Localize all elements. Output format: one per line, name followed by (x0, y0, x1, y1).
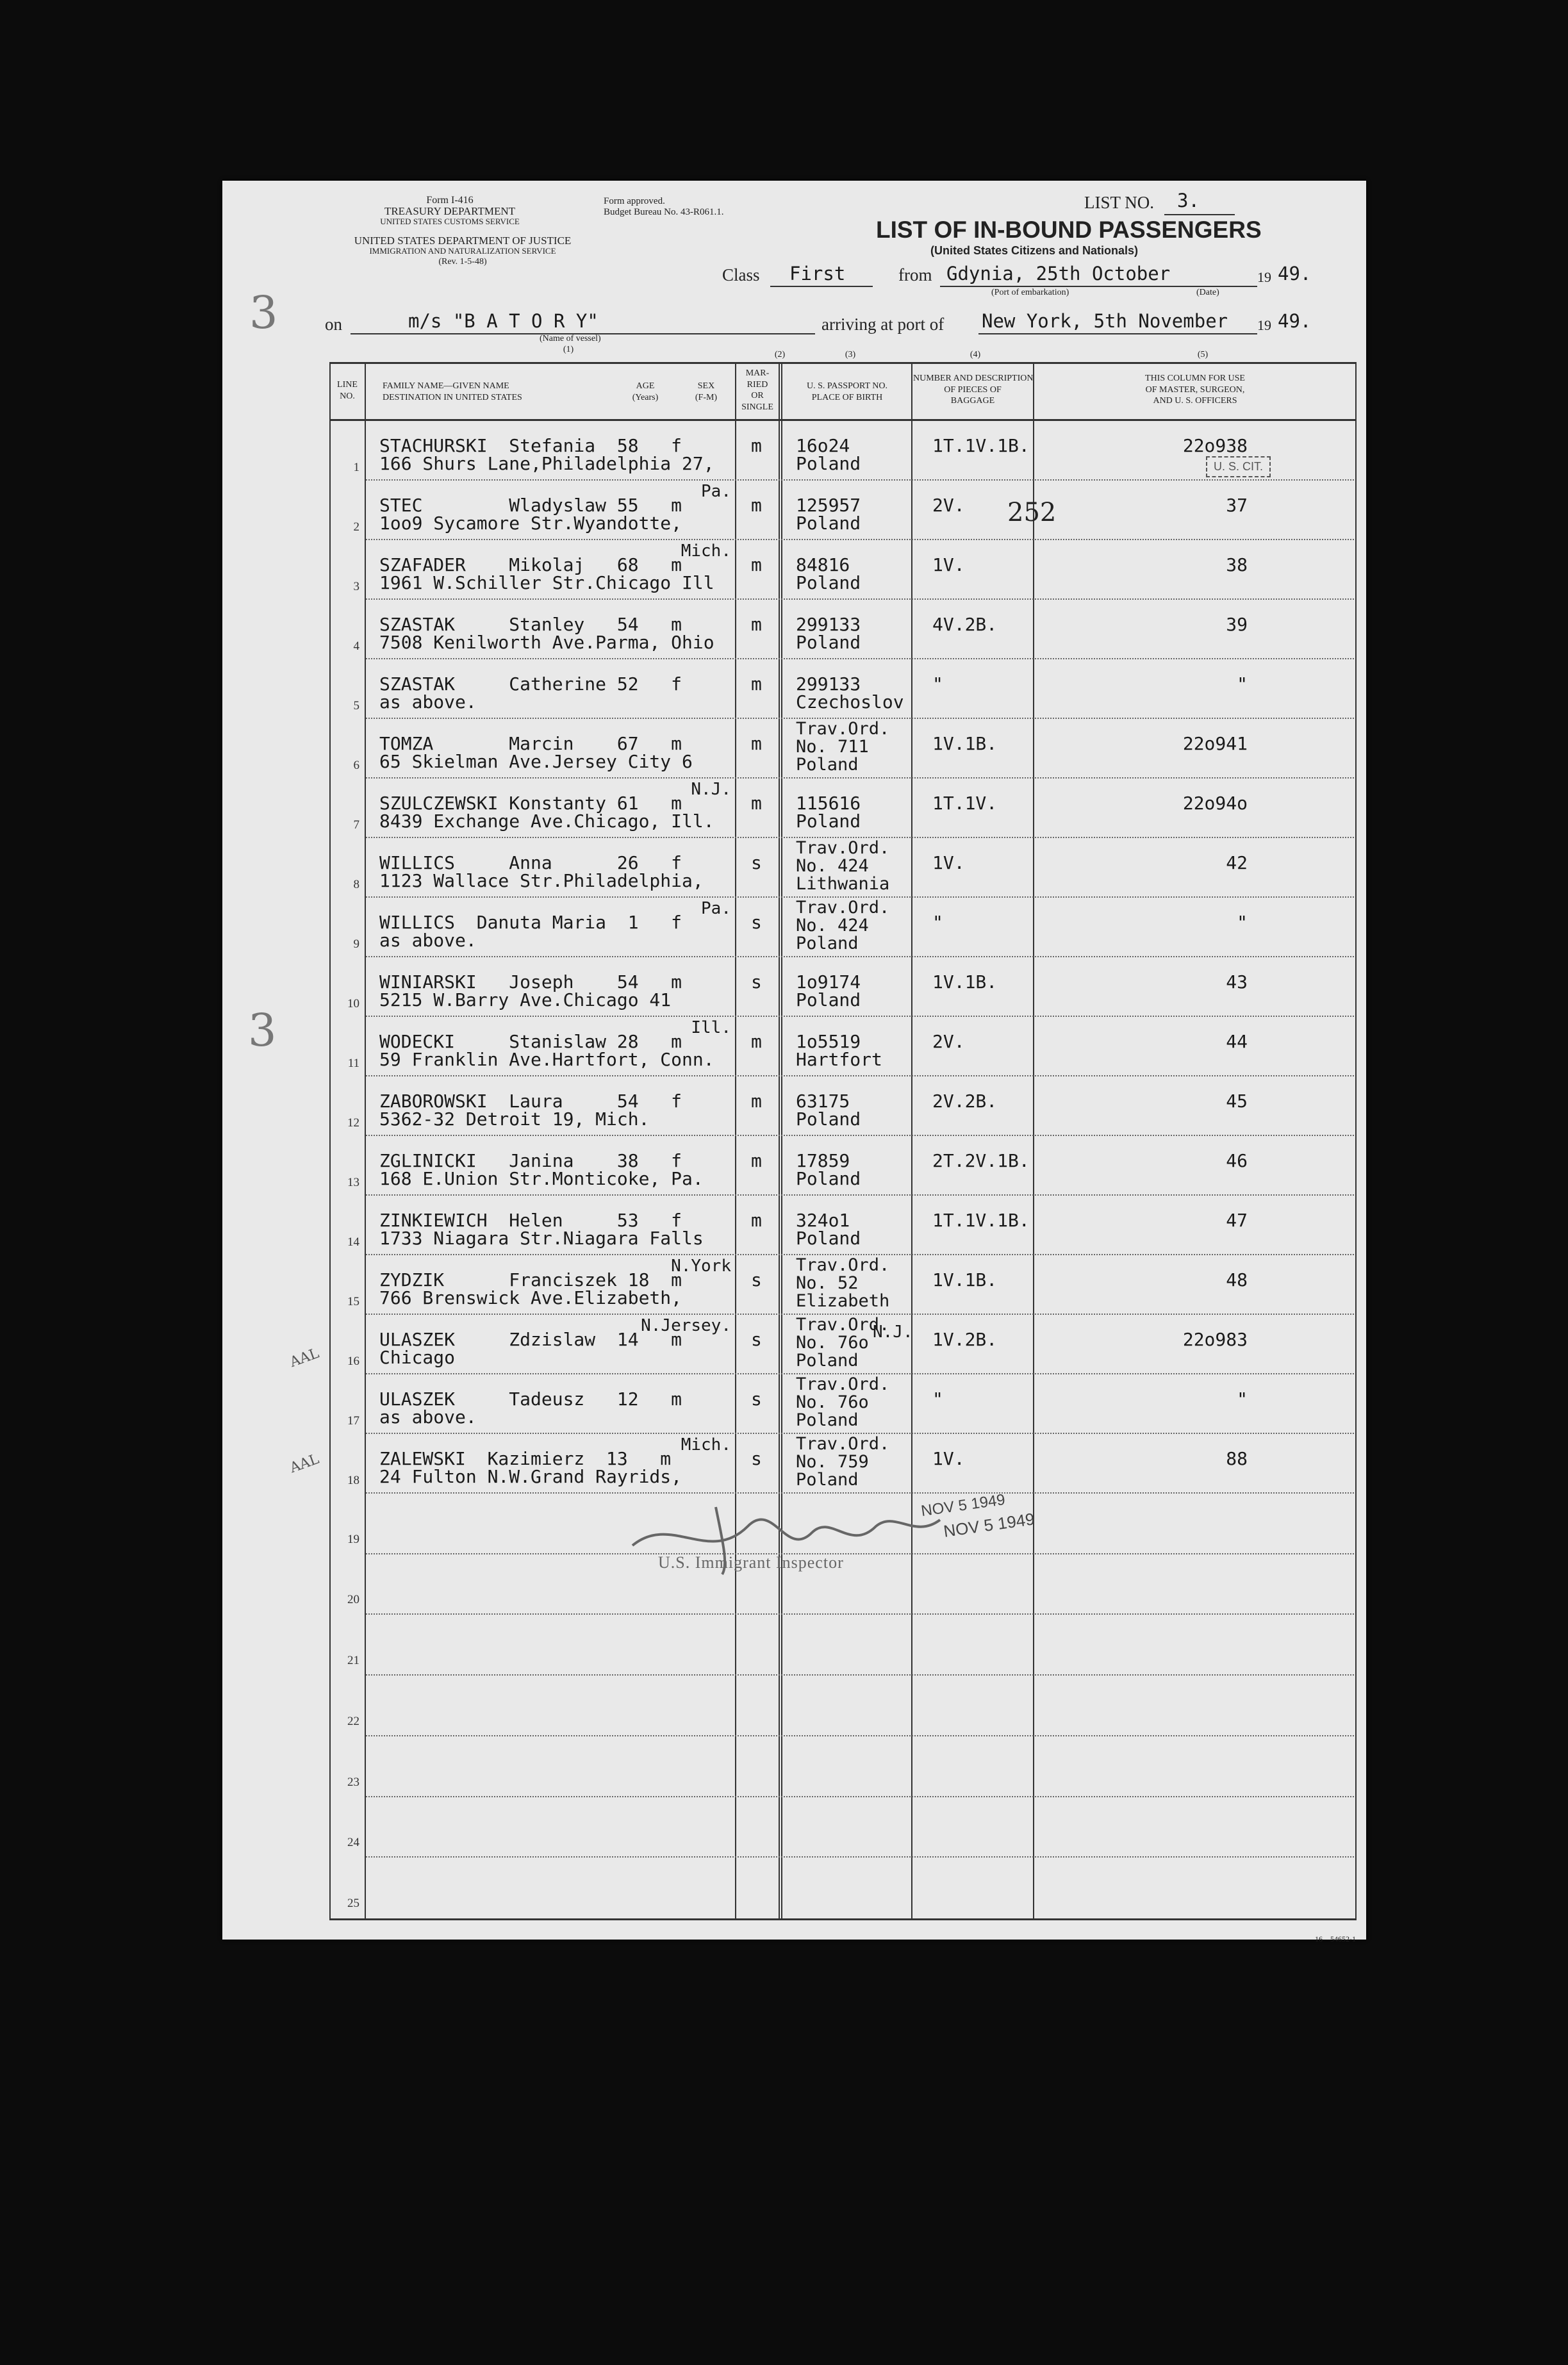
baggage-description: " (932, 1389, 943, 1410)
passport-line: No. 711 (796, 737, 869, 757)
marital-status: m (751, 614, 762, 635)
table-left-border (329, 362, 331, 1920)
passenger-destination: 168 E.Union Str.Monticoke, Pa. (379, 1168, 704, 1189)
col-divider (735, 362, 736, 1920)
marital-status: m (751, 554, 762, 575)
officer-entry: 42 (1226, 852, 1248, 873)
header-bottom-rule (329, 419, 1357, 421)
form-approved: Form approved. (604, 196, 665, 206)
table-right-border (1355, 362, 1357, 1920)
baggage-description: 1V.1B. (932, 1269, 998, 1290)
form-number: Form I-416 (426, 195, 474, 206)
col-header-age: AGE (Years) (632, 381, 659, 402)
row-number: 25 (347, 1897, 359, 1910)
inspector-caption: U.S. Immigrant Inspector (658, 1553, 844, 1572)
officer-entry: 22o938 (1182, 435, 1248, 456)
destination-state: Pa. (701, 899, 731, 918)
passenger-name: WINIARSKI Joseph 54 m (379, 971, 682, 993)
arriving-label: arriving at port of (821, 315, 945, 334)
budget-bureau: Budget Bureau No. 43-R061.1. (604, 207, 724, 217)
baggage-description: 2V. (932, 1031, 965, 1052)
customs-label: UNITED STATES CUSTOMS SERVICE (380, 217, 520, 226)
destination-state: N.York (671, 1257, 731, 1276)
table-top-rule (329, 362, 1357, 364)
col-divider (911, 362, 912, 1920)
passenger-name: WILLICS Danuta Maria 1 f (379, 912, 682, 933)
birth-place: Lithwania (796, 874, 890, 894)
row-separator (366, 658, 1354, 660)
passenger-destination: 1oo9 Sycamore Str.Wyandotte, (379, 513, 682, 534)
passport-number: 115616 (796, 793, 861, 814)
passenger-destination: 5215 W.Barry Ave.Chicago 41 (379, 989, 672, 1010)
officer-entry: 39 (1226, 614, 1248, 635)
baggage-description: 1T.1V.1B. (932, 1210, 1030, 1231)
destination-state: Ill. (691, 1018, 731, 1037)
row-separator (366, 1796, 1354, 1798)
birth-place: Elizabeth (796, 1291, 890, 1311)
list-no-value: 3. (1177, 190, 1200, 211)
passenger-destination: as above. (379, 930, 477, 951)
city-note: N.J. (873, 1323, 913, 1342)
table-bottom-rule (329, 1918, 1357, 1920)
passenger-destination: 8439 Exchange Ave.Chicago, Ill. (379, 811, 714, 832)
passenger-destination: 65 Skielman Ave.Jersey City 6 (379, 751, 693, 772)
passenger-destination: Chicago (379, 1347, 456, 1368)
destination-state: N.J. (691, 780, 731, 799)
birth-place: Poland (796, 1228, 861, 1249)
marital-status: s (751, 1329, 762, 1350)
list-no-label: LIST NO. (1084, 193, 1155, 212)
row-separator (366, 1674, 1354, 1676)
manifest-sheet (222, 181, 1366, 1943)
destination-state: Mich. (681, 541, 731, 561)
baggage-description: 1T.1V. (932, 793, 998, 814)
date-caption: (Date) (1196, 288, 1219, 297)
officer-entry: 22o94o (1182, 793, 1248, 814)
row-number: 14 (347, 1235, 359, 1249)
on-label: on (325, 315, 342, 334)
arrival-value: New York, 5th November (982, 310, 1228, 332)
row-number: 4 (353, 639, 359, 653)
year-prefix: 19 (1257, 269, 1271, 285)
row-separator (366, 1075, 1354, 1077)
passenger-destination: 166 Shurs Lane,Philadelphia 27, (379, 453, 714, 474)
baggage-description: " (932, 912, 943, 933)
baggage-description: 1V. (932, 852, 965, 873)
row-number: 15 (347, 1295, 359, 1308)
arrival-underline (978, 333, 1257, 334)
col-header-passport: U. S. PASSPORT NO. PLACE OF BIRTH (807, 381, 887, 402)
row-separator (366, 1016, 1354, 1018)
passenger-name: ZGLINICKI Janina 38 f (379, 1150, 682, 1171)
passport-line: Trav.Ord. (796, 719, 890, 739)
baggage-description: 1V. (932, 554, 965, 575)
passport-number: 324o1 (796, 1210, 850, 1231)
officer-entry: 45 (1226, 1091, 1248, 1112)
passenger-name: WODECKI Stanislaw 28 m (379, 1031, 682, 1052)
row-number: 21 (347, 1654, 359, 1668)
col-header-married: MAR- RIED OR SINGLE (741, 368, 773, 412)
passport-line: No. 759 (796, 1452, 869, 1472)
officer-entry: " (1237, 1389, 1248, 1410)
arrival-year-prefix: 19 (1257, 317, 1271, 333)
list-no-underline (1164, 214, 1235, 215)
destination-state: Mich. (681, 1435, 731, 1454)
ins-label: IMMIGRATION AND NATURALIZATION SERVICE (369, 246, 556, 256)
col-number-1: (1) (563, 345, 574, 354)
passenger-name: ZINKIEWICH Helen 53 f (379, 1210, 682, 1231)
birth-place: Poland (796, 1410, 859, 1430)
row-number: 23 (347, 1775, 359, 1789)
baggage-description: 1V.1B. (932, 733, 998, 754)
class-label: Class (722, 265, 760, 284)
marital-status: m (751, 793, 762, 814)
row-separator (366, 1135, 1354, 1137)
passenger-name: WILLICS Anna 26 f (379, 852, 682, 873)
row-separator (366, 956, 1354, 958)
officer-entry: " (1237, 673, 1248, 695)
passport-number: 84816 (796, 554, 850, 575)
birth-place: Poland (796, 1168, 861, 1189)
passenger-destination: 1123 Wallace Str.Philadelphia, (379, 870, 704, 891)
officer-entry: 48 (1226, 1269, 1248, 1290)
number-252: 252 (1007, 498, 1057, 527)
passport-line: Trav.Ord. (796, 838, 890, 858)
marital-status: s (751, 1269, 762, 1290)
marital-status: s (751, 1448, 762, 1469)
passenger-destination: 7508 Kenilworth Ave.Parma, Ohio (379, 632, 714, 653)
passenger-destination: as above. (379, 1406, 477, 1428)
passport-line: No. 76o (796, 1333, 869, 1353)
col-divider (779, 362, 780, 1920)
col-header-sex: SEX (F-M) (695, 381, 718, 402)
passenger-destination: 59 Franklin Ave.Hartfort, Conn. (379, 1049, 714, 1070)
destination-state: N.Jersey. (641, 1316, 731, 1335)
birth-place: Czechoslov (796, 691, 904, 713)
row-number: 17 (347, 1414, 359, 1428)
revision-label: (Rev. 1-5-48) (438, 257, 487, 267)
col-number-5: (5) (1197, 350, 1209, 359)
col-header-baggage: NUMBER AND DESCRIPTION OF PIECES OF BAGGAGE (913, 374, 1034, 406)
row-separator (366, 598, 1354, 600)
birth-place: Poland (796, 1470, 859, 1490)
officer-entry: 22o941 (1182, 733, 1248, 754)
class-value: First (789, 263, 846, 284)
birth-place: Poland (796, 755, 859, 775)
birth-place: Poland (796, 1108, 861, 1130)
passenger-name: SZAFADER Mikolaj 68 m (379, 554, 682, 575)
row-number: 11 (347, 1057, 359, 1070)
baggage-description: 2V. (932, 495, 965, 516)
row-number: 22 (347, 1714, 359, 1728)
row-number: 13 (347, 1176, 359, 1189)
row-separator (366, 1613, 1354, 1615)
passport-line: Trav.Ord. (796, 898, 890, 918)
row-number: 18 (347, 1474, 359, 1487)
row-number: 20 (347, 1593, 359, 1607)
row-number: 6 (353, 759, 359, 772)
passport-line: Trav.Ord. (796, 1434, 890, 1454)
passenger-name: SZASTAK Stanley 54 m (379, 614, 682, 635)
passport-line: No. 76o (796, 1392, 869, 1412)
marital-status: m (751, 435, 762, 456)
officer-entry: 88 (1226, 1448, 1248, 1469)
passenger-name: STEC Wladyslaw 55 m (379, 495, 682, 516)
birth-place: Poland (796, 453, 861, 474)
baggage-description: 1T.1V.1B. (932, 435, 1030, 456)
col-divider (781, 362, 782, 1920)
arrival-year: 49. (1278, 310, 1312, 332)
page-subtitle: (United States Citizens and Nationals) (930, 244, 1139, 257)
passport-number: 1o5519 (796, 1031, 861, 1052)
passenger-destination: 5362-32 Detroit 19, Mich. (379, 1108, 650, 1130)
row-number: 8 (353, 878, 359, 891)
passenger-destination: 766 Brenswick Ave.Elizabeth, (379, 1287, 682, 1308)
row-separator (366, 1735, 1354, 1737)
marital-status: m (751, 1210, 762, 1231)
passport-line: Trav.Ord. (796, 1374, 890, 1394)
passenger-name: TOMZA Marcin 67 m (379, 733, 682, 754)
from-underline (940, 286, 1257, 287)
baggage-description: 2T.2V.1B. (932, 1150, 1030, 1171)
passenger-name: SZASTAK Catherine 52 f (379, 673, 682, 695)
passenger-destination: 1733 Niagara Str.Niagara Falls (379, 1228, 704, 1249)
passenger-name: ZYDZIK Franciszek 18 m (379, 1269, 682, 1290)
row-number: 1 (353, 461, 359, 474)
passport-number: 299133 (796, 673, 861, 695)
passenger-destination: as above. (379, 691, 477, 713)
officer-entry: 38 (1226, 554, 1248, 575)
row-number: 5 (353, 699, 359, 713)
officer-entry: 37 (1226, 495, 1248, 516)
row-number: 10 (347, 997, 359, 1010)
us-citizen-stamp: U. S. CIT. (1206, 456, 1271, 477)
year-value: 49. (1278, 263, 1312, 284)
row-number: 7 (353, 818, 359, 832)
row-separator (366, 1194, 1354, 1196)
birth-place: Poland (796, 934, 859, 953)
baggage-description: 4V.2B. (932, 614, 998, 635)
date-stamp: NOV 5 1949 (942, 1509, 1036, 1541)
port-embarkation-caption: (Port of embarkation) (991, 288, 1069, 297)
col-number-2: (2) (774, 350, 786, 359)
marital-status: m (751, 1031, 762, 1052)
passenger-destination: 24 Fulton N.W.Grand Rayrids, (379, 1466, 682, 1487)
from-label: from (898, 265, 932, 284)
marital-status: s (751, 971, 762, 993)
row-number: 19 (347, 1532, 359, 1546)
baggage-description: 1V.2B. (932, 1329, 998, 1350)
baggage-description: 2V.2B. (932, 1091, 998, 1112)
marital-status: m (751, 1150, 762, 1171)
passenger-name: ULASZEK Zdzislaw 14 m (379, 1329, 682, 1350)
margin-mark-3: 3 (249, 286, 278, 339)
officer-entry: 22o983 (1182, 1329, 1248, 1350)
officer-entry: 44 (1226, 1031, 1248, 1052)
passport-number: 17859 (796, 1150, 850, 1171)
passport-line: No. 52 (796, 1273, 859, 1293)
row-number: 16 (347, 1355, 359, 1368)
officer-entry: " (1237, 912, 1248, 933)
baggage-description: " (932, 673, 943, 695)
marital-status: s (751, 912, 762, 933)
date-stamp: NOV 5 1949 (920, 1490, 1007, 1520)
vessel-name: m/s "B A T O R Y" (408, 310, 598, 332)
marital-status: s (751, 1389, 762, 1410)
passport-line: Trav.Ord. (796, 1315, 890, 1335)
class-underline (770, 286, 873, 287)
col-divider (1033, 362, 1034, 1920)
passport-number: 299133 (796, 614, 861, 635)
row-separator (366, 539, 1354, 541)
justice-label: UNITED STATES DEPARTMENT OF JUSTICE (354, 235, 572, 247)
passenger-name: ULASZEK Tadeusz 12 m (379, 1389, 682, 1410)
birth-place: Poland (796, 632, 861, 653)
passport-number: 63175 (796, 1091, 850, 1112)
marital-status: m (751, 733, 762, 754)
col-number-3: (3) (845, 350, 856, 359)
col-header-line-no: LINE NO. (337, 380, 358, 401)
passport-number: 16o24 (796, 435, 850, 456)
birth-place: Poland (796, 513, 861, 534)
from-value: Gdynia, 25th October (946, 263, 1171, 284)
passenger-name: ZALEWSKI Kazimierz 13 m (379, 1448, 672, 1469)
passport-line: Trav.Ord. (796, 1255, 890, 1275)
col-header-officers: THIS COLUMN FOR USE OF MASTER, SURGEON, AND U. S. OFFICERS (1145, 374, 1245, 406)
treasury-label: TREASURY DEPARTMENT (384, 205, 516, 217)
birth-place: Poland (796, 989, 861, 1010)
vessel-caption: (Name of vessel) (540, 334, 601, 343)
destination-state: Pa. (701, 482, 731, 501)
officer-entry: 43 (1226, 971, 1248, 993)
row-number: 9 (353, 937, 359, 951)
birth-place: Poland (796, 811, 861, 832)
baggage-description: 1V.1B. (932, 971, 998, 993)
footer-code: 16—54652-1 (1315, 1934, 1356, 1943)
baggage-description: 1V. (932, 1448, 965, 1469)
birth-place: Poland (796, 1351, 859, 1371)
passport-line: No. 424 (796, 916, 869, 935)
officer-entry: 47 (1226, 1210, 1248, 1231)
passenger-name: SZULCZEWSKI Konstanty 61 m (379, 793, 682, 814)
row-number: 3 (353, 580, 359, 593)
passport-number: 125957 (796, 495, 861, 516)
passenger-name: ZABOROWSKI Laura 54 f (379, 1091, 682, 1112)
marital-status: m (751, 673, 762, 695)
margin-mark-3-lower: 3 (248, 1004, 277, 1057)
row-number: 2 (353, 520, 359, 534)
passenger-destination: 1961 W.Schiller Str.Chicago Ill (379, 572, 714, 593)
page-title: LIST OF IN-BOUND PASSENGERS (876, 217, 1262, 243)
row-number: 12 (347, 1116, 359, 1130)
col-divider (365, 362, 366, 1920)
col-number-4: (4) (970, 350, 981, 359)
officer-entry: 46 (1226, 1150, 1248, 1171)
passenger-name: STACHURSKI Stefania 58 f (379, 435, 682, 456)
marital-status: m (751, 495, 762, 516)
aal-note: AAL (288, 1451, 322, 1477)
row-separator (366, 777, 1354, 779)
row-separator (366, 1856, 1354, 1858)
passport-line: No. 424 (796, 856, 869, 876)
row-separator (366, 479, 1354, 481)
birth-place: Poland (796, 572, 861, 593)
aal-note: AAL (288, 1345, 322, 1371)
col-header-family: FAMILY NAME—GIVEN NAME DESTINATION IN UNITED STATES (383, 381, 522, 402)
marital-status: s (751, 852, 762, 873)
passport-number: 1o9174 (796, 971, 861, 993)
marital-status: m (751, 1091, 762, 1112)
birth-place: Hartfort (796, 1049, 882, 1070)
row-number: 24 (347, 1836, 359, 1850)
